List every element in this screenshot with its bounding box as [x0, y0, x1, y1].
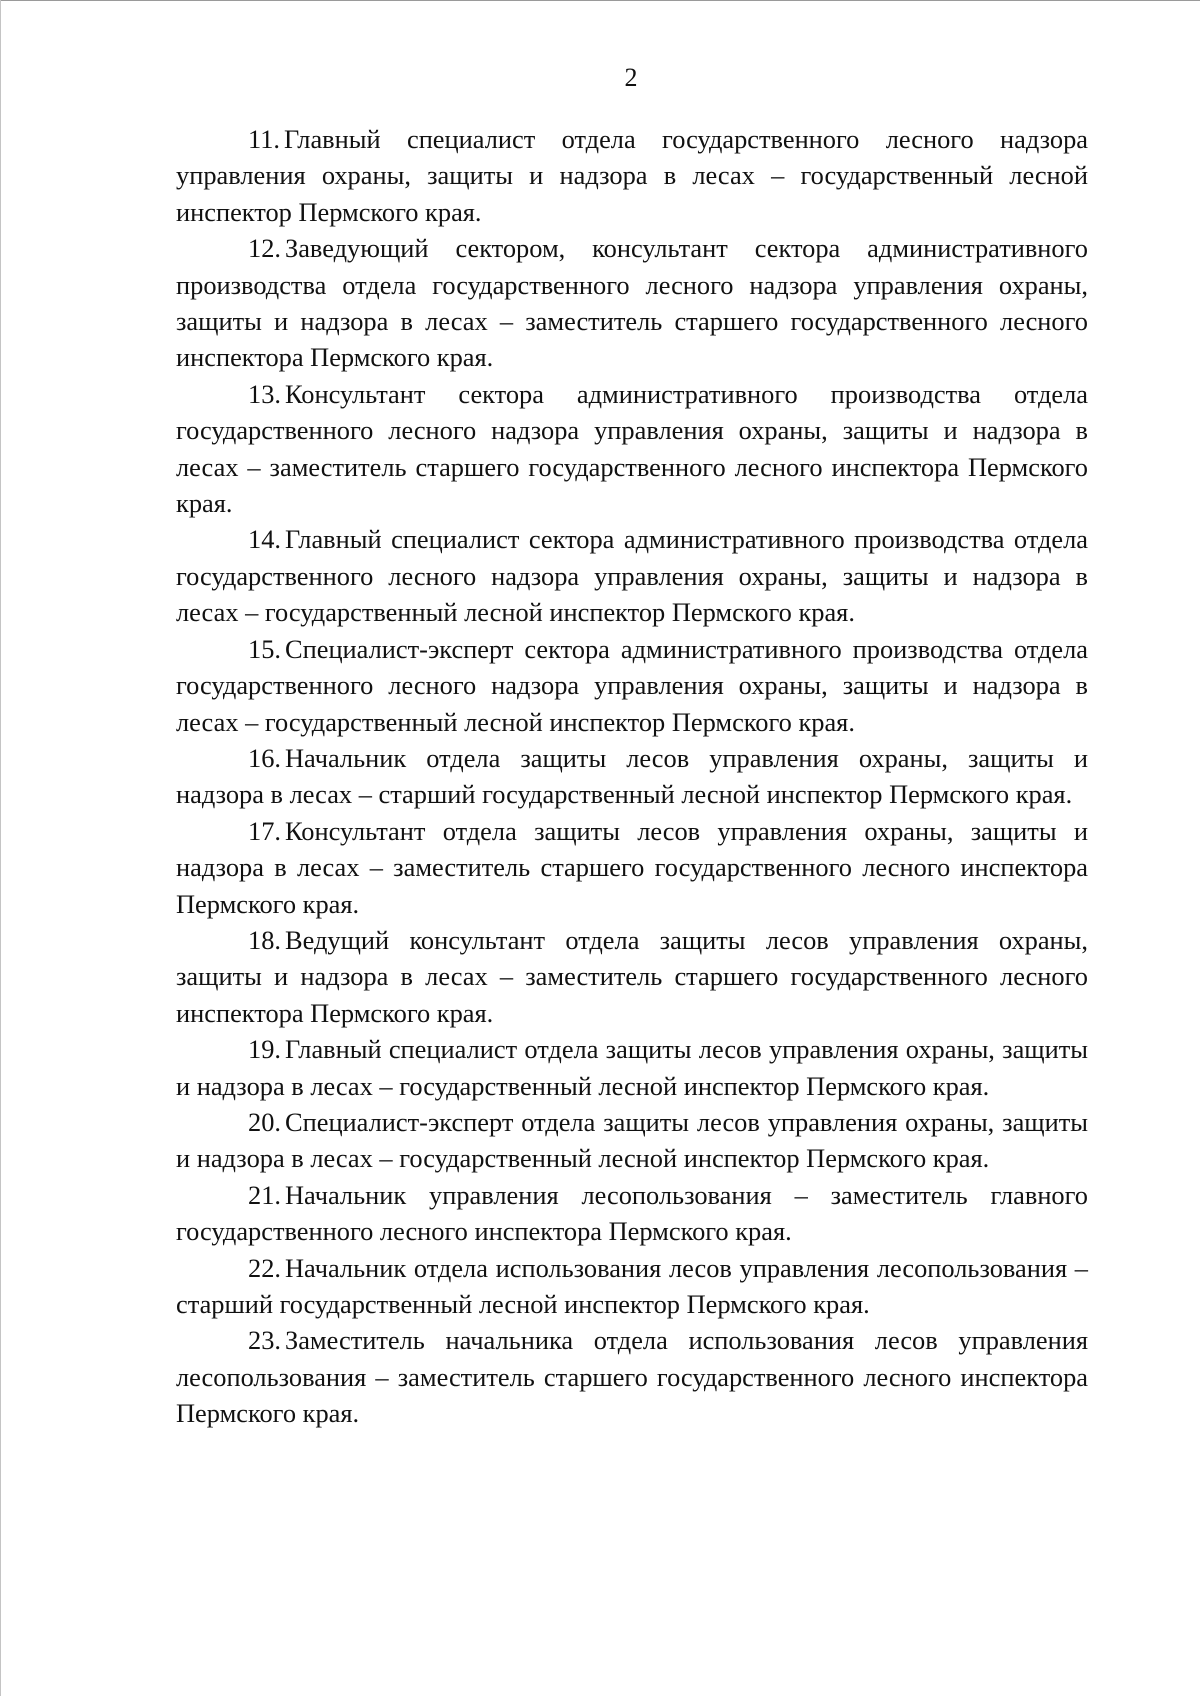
item-number: 20.: [248, 1106, 281, 1137]
item-text: Начальник управления лесопользования – заместитель главного государственного лесного инспектора Пермского края.: [176, 1179, 1088, 1247]
list-item-15: [176, 631, 1088, 740]
item-number: 23.: [248, 1325, 281, 1356]
item-number: 13.: [248, 378, 281, 409]
item-number: 14.: [248, 524, 281, 555]
item-text: Ведущий консультант отдела защиты лесов управления охраны, защиты и надзора в лесах – заместитель старшего государственного лесного инспектора Пермского края.: [176, 924, 1088, 1028]
item-text: Начальник отдела использования лесов управления лесопользования – старший государственный лесной инспектор Пермского края.: [176, 1252, 1088, 1319]
item-text: Консультант сектора административного производства отдела государственного лесного надзора управления охраны, защиты и надзора в лесах – заместитель старшего государственного лесного инспектора Пермского края.: [176, 378, 1088, 519]
item-number: 12.: [248, 233, 281, 264]
list-item-16: [176, 740, 1088, 813]
item-text: Главный специалист сектора административного производства отдела государственного лесного надзора управления охраны, защиты и надзора в лесах – государственный лесной инспектор Пермского края.: [176, 524, 1088, 628]
document-body: [176, 121, 1088, 1432]
list-item-17: [176, 813, 1088, 922]
item-text: Главный специалист отдела государственного лесного надзора управления охраны, защиты и надзора в лесах – государственный лесной инспектор Пермского края.: [176, 124, 1088, 227]
list-item-13: [176, 376, 1088, 522]
item-number: 22.: [248, 1252, 281, 1283]
item-text: Начальник отдела защиты лесов управления охраны, защиты и надзора в лесах – старший государственный лесной инспектор Пермского края.: [176, 742, 1088, 810]
item-number: 21.: [248, 1179, 281, 1210]
item-text: Специалист-эксперт сектора административного производства отдела государственного лесного надзора управления охраны, защиты и надзора в лесах – государственный лесной инспектор Пермского края.: [176, 633, 1088, 737]
list-item-12: [176, 230, 1088, 376]
item-text: Заместитель начальника отдела использования лесов управления лесопользования – заместитель старшего государственного лесного инспектора Пермского края.: [176, 1325, 1088, 1429]
list-item-18: [176, 922, 1088, 1031]
item-number: 11.: [248, 124, 281, 154]
item-number: 17.: [248, 815, 281, 846]
item-number: 16.: [248, 742, 281, 773]
item-number: 15.: [248, 633, 281, 664]
page-number: 2: [624, 63, 638, 92]
page-left-edge: [0, 0, 1, 1696]
item-text: Заведующий сектором, консультант сектора административного производства отдела государственного лесного надзора управления охраны, защиты и надзора в лесах – заместитель старшего государственного лесного инспектора Пермского края.: [176, 233, 1088, 373]
list-item-20: [176, 1104, 1088, 1177]
list-item-22: [176, 1250, 1088, 1323]
list-item-11: [176, 121, 1088, 230]
item-number: 18.: [248, 924, 281, 955]
item-number: 19.: [248, 1034, 281, 1065]
list-item-23: [176, 1322, 1088, 1431]
list-item-19: [176, 1031, 1088, 1104]
item-text: Главный специалист отдела защиты лесов управления охраны, защиты и надзора в лесах – государственный лесной инспектор Пермского края.: [176, 1034, 1088, 1101]
item-text: Консультант отдела защиты лесов управления охраны, защиты и надзора в лесах – заместитель старшего государственного лесного инспектора Пермского края.: [176, 815, 1088, 919]
page-top-edge: [0, 0, 1200, 1]
list-item-21: [176, 1177, 1088, 1250]
list-item-14: [176, 521, 1088, 630]
item-text: Специалист-эксперт отдела защиты лесов управления охраны, защиты и надзора в лесах – государственный лесной инспектор Пермского края.: [176, 1106, 1088, 1174]
